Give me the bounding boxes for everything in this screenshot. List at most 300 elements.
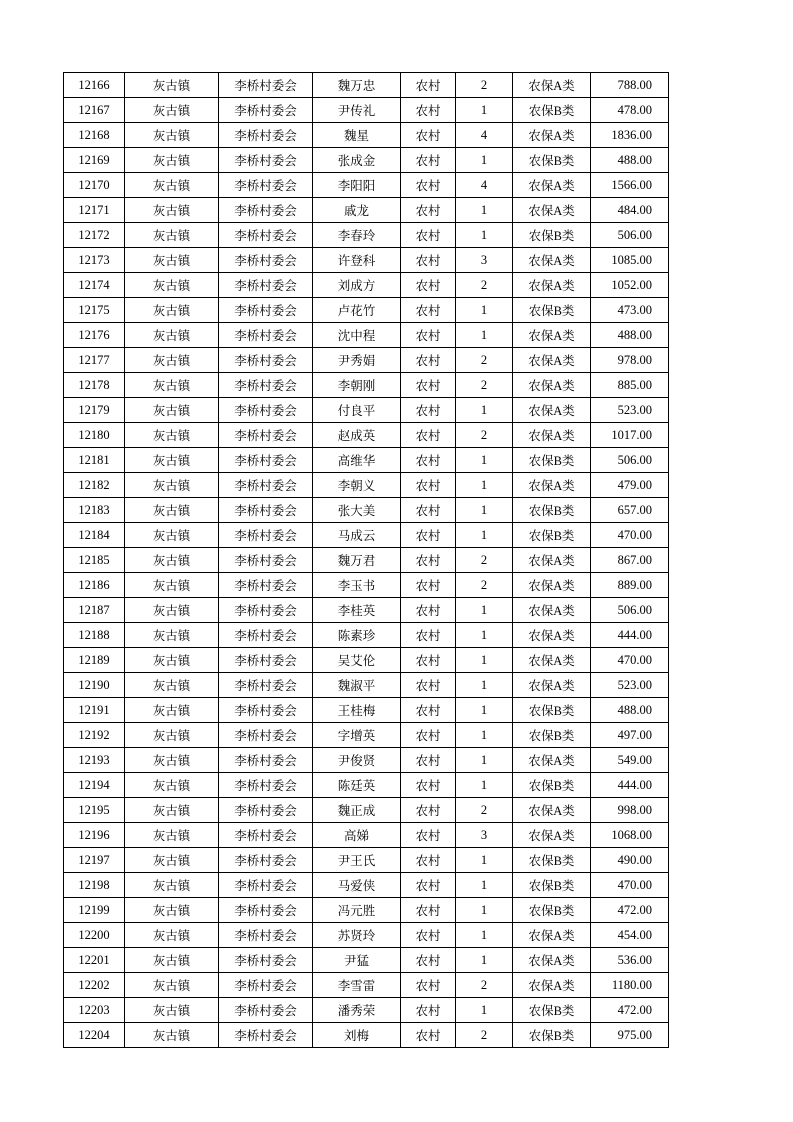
cell-insurance-category: 农保B类: [513, 448, 591, 473]
cell-village: 李桥村委会: [219, 873, 313, 898]
cell-amount: 472.00: [591, 998, 669, 1023]
cell-id: 12178: [64, 373, 125, 398]
cell-village: 李桥村委会: [219, 523, 313, 548]
cell-name: 尹传礼: [313, 98, 401, 123]
cell-id: 12193: [64, 748, 125, 773]
cell-town: 灰古镇: [125, 273, 219, 298]
cell-residence-type: 农村: [401, 298, 456, 323]
table-row: [64, 898, 669, 923]
cell-name: 马成云: [313, 523, 401, 548]
cell-amount: 978.00: [591, 348, 669, 373]
cell-name: 许登科: [313, 248, 401, 273]
cell-village: 李桥村委会: [219, 498, 313, 523]
cell-residence-type: 农村: [401, 173, 456, 198]
cell-amount: 479.00: [591, 473, 669, 498]
cell-town: 灰古镇: [125, 248, 219, 273]
cell-town: 灰古镇: [125, 948, 219, 973]
cell-person-count: 1: [456, 148, 513, 173]
cell-name: 李春玲: [313, 223, 401, 248]
cell-id: 12197: [64, 848, 125, 873]
cell-name: 魏星: [313, 123, 401, 148]
cell-residence-type: 农村: [401, 748, 456, 773]
cell-village: 李桥村委会: [219, 723, 313, 748]
cell-insurance-category: 农保B类: [513, 848, 591, 873]
table-row: [64, 1023, 669, 1048]
cell-insurance-category: 农保A类: [513, 248, 591, 273]
cell-insurance-category: 农保B类: [513, 498, 591, 523]
cell-person-count: 2: [456, 423, 513, 448]
cell-person-count: 1: [456, 848, 513, 873]
cell-amount: 523.00: [591, 398, 669, 423]
cell-id: 12184: [64, 523, 125, 548]
cell-village: 李桥村委会: [219, 98, 313, 123]
cell-name: 张大美: [313, 498, 401, 523]
cell-residence-type: 农村: [401, 523, 456, 548]
cell-amount: 788.00: [591, 73, 669, 98]
table-row: [64, 523, 669, 548]
cell-town: 灰古镇: [125, 648, 219, 673]
cell-id: 12194: [64, 773, 125, 798]
cell-person-count: 2: [456, 573, 513, 598]
table-row: [64, 823, 669, 848]
cell-amount: 497.00: [591, 723, 669, 748]
cell-person-count: 2: [456, 548, 513, 573]
cell-town: 灰古镇: [125, 73, 219, 98]
cell-amount: 454.00: [591, 923, 669, 948]
cell-town: 灰古镇: [125, 223, 219, 248]
cell-name: 李雪雷: [313, 973, 401, 998]
cell-town: 灰古镇: [125, 823, 219, 848]
cell-town: 灰古镇: [125, 548, 219, 573]
cell-name: 高维华: [313, 448, 401, 473]
cell-town: 灰古镇: [125, 348, 219, 373]
cell-amount: 470.00: [591, 648, 669, 673]
cell-town: 灰古镇: [125, 523, 219, 548]
cell-residence-type: 农村: [401, 273, 456, 298]
cell-insurance-category: 农保A类: [513, 548, 591, 573]
cell-id: 12199: [64, 898, 125, 923]
cell-person-count: 1: [456, 773, 513, 798]
cell-name: 魏万忠: [313, 73, 401, 98]
cell-amount: 998.00: [591, 798, 669, 823]
cell-person-count: 2: [456, 373, 513, 398]
cell-id: 12179: [64, 398, 125, 423]
table-row: [64, 198, 669, 223]
pension-roster-table: [63, 72, 669, 1048]
cell-village: 李桥村委会: [219, 598, 313, 623]
cell-residence-type: 农村: [401, 973, 456, 998]
cell-name: 张成金: [313, 148, 401, 173]
cell-village: 李桥村委会: [219, 398, 313, 423]
cell-village: 李桥村委会: [219, 1023, 313, 1048]
cell-village: 李桥村委会: [219, 223, 313, 248]
cell-town: 灰古镇: [125, 723, 219, 748]
cell-person-count: 3: [456, 823, 513, 848]
cell-name: 马爱侠: [313, 873, 401, 898]
cell-town: 灰古镇: [125, 598, 219, 623]
cell-residence-type: 农村: [401, 898, 456, 923]
table-row: [64, 173, 669, 198]
cell-id: 12166: [64, 73, 125, 98]
cell-insurance-category: 农保A类: [513, 573, 591, 598]
cell-id: 12167: [64, 98, 125, 123]
cell-person-count: 1: [456, 198, 513, 223]
cell-name: 沈中程: [313, 323, 401, 348]
cell-insurance-category: 农保A类: [513, 923, 591, 948]
cell-insurance-category: 农保A类: [513, 398, 591, 423]
cell-residence-type: 农村: [401, 423, 456, 448]
cell-amount: 657.00: [591, 498, 669, 523]
cell-village: 李桥村委会: [219, 773, 313, 798]
cell-id: 12172: [64, 223, 125, 248]
cell-residence-type: 农村: [401, 998, 456, 1023]
table-row: [64, 748, 669, 773]
cell-town: 灰古镇: [125, 98, 219, 123]
cell-amount: 549.00: [591, 748, 669, 773]
cell-residence-type: 农村: [401, 623, 456, 648]
cell-residence-type: 农村: [401, 223, 456, 248]
cell-residence-type: 农村: [401, 648, 456, 673]
cell-insurance-category: 农保A类: [513, 73, 591, 98]
cell-name: 刘梅: [313, 1023, 401, 1048]
table-row: [64, 423, 669, 448]
cell-village: 李桥村委会: [219, 748, 313, 773]
cell-amount: 506.00: [591, 598, 669, 623]
cell-id: 12195: [64, 798, 125, 823]
document-page: [63, 72, 669, 1048]
cell-residence-type: 农村: [401, 798, 456, 823]
cell-residence-type: 农村: [401, 473, 456, 498]
table-row: [64, 373, 669, 398]
cell-id: 12171: [64, 198, 125, 223]
cell-name: 王桂梅: [313, 698, 401, 723]
cell-name: 陈素珍: [313, 623, 401, 648]
cell-person-count: 1: [456, 398, 513, 423]
cell-residence-type: 农村: [401, 823, 456, 848]
cell-insurance-category: 农保B类: [513, 773, 591, 798]
cell-town: 灰古镇: [125, 973, 219, 998]
cell-village: 李桥村委会: [219, 948, 313, 973]
cell-amount: 470.00: [591, 523, 669, 548]
table-row: [64, 848, 669, 873]
cell-amount: 1052.00: [591, 273, 669, 298]
cell-insurance-category: 农保A类: [513, 273, 591, 298]
cell-id: 12202: [64, 973, 125, 998]
cell-person-count: 2: [456, 273, 513, 298]
cell-id: 12192: [64, 723, 125, 748]
cell-person-count: 2: [456, 73, 513, 98]
cell-residence-type: 农村: [401, 98, 456, 123]
cell-insurance-category: 农保B类: [513, 998, 591, 1023]
cell-id: 12175: [64, 298, 125, 323]
table-row: [64, 473, 669, 498]
table-row: [64, 348, 669, 373]
cell-amount: 523.00: [591, 673, 669, 698]
cell-amount: 885.00: [591, 373, 669, 398]
cell-village: 李桥村委会: [219, 73, 313, 98]
cell-town: 灰古镇: [125, 198, 219, 223]
cell-insurance-category: 农保B类: [513, 898, 591, 923]
cell-town: 灰古镇: [125, 898, 219, 923]
cell-town: 灰古镇: [125, 623, 219, 648]
cell-insurance-category: 农保A类: [513, 173, 591, 198]
cell-village: 李桥村委会: [219, 448, 313, 473]
table-row: [64, 273, 669, 298]
table-row: [64, 123, 669, 148]
cell-id: 12187: [64, 598, 125, 623]
cell-person-count: 1: [456, 323, 513, 348]
cell-insurance-category: 农保A类: [513, 673, 591, 698]
cell-name: 字增英: [313, 723, 401, 748]
cell-town: 灰古镇: [125, 423, 219, 448]
cell-person-count: 1: [456, 448, 513, 473]
cell-residence-type: 农村: [401, 873, 456, 898]
cell-residence-type: 农村: [401, 548, 456, 573]
cell-town: 灰古镇: [125, 498, 219, 523]
cell-insurance-category: 农保B类: [513, 148, 591, 173]
cell-name: 赵成英: [313, 423, 401, 448]
cell-village: 李桥村委会: [219, 698, 313, 723]
cell-town: 灰古镇: [125, 698, 219, 723]
table-row: [64, 223, 669, 248]
cell-id: 12201: [64, 948, 125, 973]
cell-id: 12203: [64, 998, 125, 1023]
cell-insurance-category: 农保A类: [513, 823, 591, 848]
cell-town: 灰古镇: [125, 873, 219, 898]
cell-insurance-category: 农保A类: [513, 373, 591, 398]
cell-town: 灰古镇: [125, 298, 219, 323]
cell-village: 李桥村委会: [219, 298, 313, 323]
table-row: [64, 573, 669, 598]
cell-town: 灰古镇: [125, 373, 219, 398]
cell-amount: 536.00: [591, 948, 669, 973]
cell-name: 尹俊贤: [313, 748, 401, 773]
table-row: [64, 873, 669, 898]
table-row: [64, 598, 669, 623]
cell-town: 灰古镇: [125, 473, 219, 498]
cell-insurance-category: 农保A类: [513, 798, 591, 823]
table-row: [64, 923, 669, 948]
cell-id: 12189: [64, 648, 125, 673]
cell-amount: 470.00: [591, 873, 669, 898]
cell-person-count: 2: [456, 348, 513, 373]
cell-id: 12198: [64, 873, 125, 898]
cell-name: 李朝刚: [313, 373, 401, 398]
cell-amount: 1566.00: [591, 173, 669, 198]
cell-village: 李桥村委会: [219, 548, 313, 573]
cell-name: 魏淑平: [313, 673, 401, 698]
cell-amount: 1085.00: [591, 248, 669, 273]
table-row: [64, 323, 669, 348]
table-row: [64, 623, 669, 648]
cell-name: 冯元胜: [313, 898, 401, 923]
cell-amount: 444.00: [591, 623, 669, 648]
cell-person-count: 1: [456, 873, 513, 898]
cell-id: 12174: [64, 273, 125, 298]
cell-amount: 473.00: [591, 298, 669, 323]
cell-name: 卢花竹: [313, 298, 401, 323]
cell-residence-type: 农村: [401, 498, 456, 523]
cell-id: 12170: [64, 173, 125, 198]
cell-name: 李桂英: [313, 598, 401, 623]
cell-id: 12182: [64, 473, 125, 498]
table-row: [64, 448, 669, 473]
cell-village: 李桥村委会: [219, 373, 313, 398]
cell-name: 苏贤玲: [313, 923, 401, 948]
cell-village: 李桥村委会: [219, 148, 313, 173]
cell-amount: 478.00: [591, 98, 669, 123]
cell-town: 灰古镇: [125, 573, 219, 598]
cell-village: 李桥村委会: [219, 623, 313, 648]
cell-village: 李桥村委会: [219, 923, 313, 948]
cell-name: 尹猛: [313, 948, 401, 973]
cell-village: 李桥村委会: [219, 798, 313, 823]
cell-id: 12176: [64, 323, 125, 348]
cell-person-count: 2: [456, 973, 513, 998]
cell-id: 12173: [64, 248, 125, 273]
cell-residence-type: 农村: [401, 573, 456, 598]
cell-insurance-category: 农保A类: [513, 123, 591, 148]
cell-residence-type: 农村: [401, 923, 456, 948]
table-row: [64, 798, 669, 823]
cell-person-count: 1: [456, 648, 513, 673]
cell-insurance-category: 农保B类: [513, 873, 591, 898]
cell-insurance-category: 农保B类: [513, 523, 591, 548]
table-row: [64, 773, 669, 798]
cell-residence-type: 农村: [401, 1023, 456, 1048]
cell-amount: 1017.00: [591, 423, 669, 448]
cell-id: 12183: [64, 498, 125, 523]
cell-village: 李桥村委会: [219, 198, 313, 223]
cell-residence-type: 农村: [401, 773, 456, 798]
cell-person-count: 3: [456, 248, 513, 273]
cell-name: 李阳阳: [313, 173, 401, 198]
cell-village: 李桥村委会: [219, 898, 313, 923]
cell-person-count: 1: [456, 98, 513, 123]
cell-insurance-category: 农保A类: [513, 473, 591, 498]
cell-village: 李桥村委会: [219, 248, 313, 273]
cell-town: 灰古镇: [125, 398, 219, 423]
cell-village: 李桥村委会: [219, 998, 313, 1023]
cell-insurance-category: 农保B类: [513, 1023, 591, 1048]
cell-name: 魏万君: [313, 548, 401, 573]
cell-town: 灰古镇: [125, 1023, 219, 1048]
cell-insurance-category: 农保A类: [513, 323, 591, 348]
cell-amount: 488.00: [591, 698, 669, 723]
cell-residence-type: 农村: [401, 248, 456, 273]
cell-residence-type: 农村: [401, 398, 456, 423]
cell-name: 潘秀荣: [313, 998, 401, 1023]
cell-person-count: 1: [456, 298, 513, 323]
cell-town: 灰古镇: [125, 848, 219, 873]
cell-person-count: 1: [456, 473, 513, 498]
table-row: [64, 673, 669, 698]
cell-insurance-category: 农保B类: [513, 298, 591, 323]
cell-name: 吴艾伦: [313, 648, 401, 673]
cell-residence-type: 农村: [401, 198, 456, 223]
cell-id: 12169: [64, 148, 125, 173]
cell-name: 刘成方: [313, 273, 401, 298]
cell-name: 尹秀娟: [313, 348, 401, 373]
cell-person-count: 1: [456, 598, 513, 623]
cell-amount: 975.00: [591, 1023, 669, 1048]
cell-residence-type: 农村: [401, 323, 456, 348]
cell-name: 高娣: [313, 823, 401, 848]
cell-village: 李桥村委会: [219, 573, 313, 598]
table-row: [64, 973, 669, 998]
table-row: [64, 698, 669, 723]
table-row: [64, 723, 669, 748]
table-row: [64, 148, 669, 173]
cell-town: 灰古镇: [125, 323, 219, 348]
cell-town: 灰古镇: [125, 923, 219, 948]
cell-person-count: 1: [456, 698, 513, 723]
cell-insurance-category: 农保A类: [513, 973, 591, 998]
cell-id: 12168: [64, 123, 125, 148]
cell-village: 李桥村委会: [219, 423, 313, 448]
table-row: [64, 998, 669, 1023]
cell-person-count: 2: [456, 798, 513, 823]
cell-amount: 488.00: [591, 323, 669, 348]
cell-person-count: 1: [456, 723, 513, 748]
cell-residence-type: 农村: [401, 698, 456, 723]
cell-name: 陈廷英: [313, 773, 401, 798]
cell-id: 12177: [64, 348, 125, 373]
table-row: [64, 948, 669, 973]
cell-town: 灰古镇: [125, 123, 219, 148]
cell-village: 李桥村委会: [219, 973, 313, 998]
cell-person-count: 1: [456, 748, 513, 773]
cell-amount: 488.00: [591, 148, 669, 173]
cell-amount: 867.00: [591, 548, 669, 573]
cell-town: 灰古镇: [125, 748, 219, 773]
cell-amount: 490.00: [591, 848, 669, 873]
cell-name: 魏正成: [313, 798, 401, 823]
cell-village: 李桥村委会: [219, 323, 313, 348]
cell-person-count: 1: [456, 498, 513, 523]
cell-amount: 1068.00: [591, 823, 669, 848]
table-row: [64, 548, 669, 573]
cell-village: 李桥村委会: [219, 123, 313, 148]
cell-person-count: 2: [456, 1023, 513, 1048]
cell-person-count: 1: [456, 673, 513, 698]
cell-insurance-category: 农保A类: [513, 598, 591, 623]
cell-village: 李桥村委会: [219, 648, 313, 673]
cell-village: 李桥村委会: [219, 273, 313, 298]
cell-amount: 484.00: [591, 198, 669, 223]
cell-residence-type: 农村: [401, 123, 456, 148]
cell-insurance-category: 农保B类: [513, 98, 591, 123]
cell-insurance-category: 农保B类: [513, 223, 591, 248]
cell-insurance-category: 农保A类: [513, 948, 591, 973]
cell-amount: 472.00: [591, 898, 669, 923]
cell-residence-type: 农村: [401, 948, 456, 973]
cell-town: 灰古镇: [125, 673, 219, 698]
table-row: [64, 398, 669, 423]
cell-person-count: 1: [456, 923, 513, 948]
cell-residence-type: 农村: [401, 448, 456, 473]
cell-person-count: 1: [456, 998, 513, 1023]
cell-name: 李朝义: [313, 473, 401, 498]
cell-residence-type: 农村: [401, 348, 456, 373]
table-row: [64, 248, 669, 273]
cell-town: 灰古镇: [125, 448, 219, 473]
cell-insurance-category: 农保A类: [513, 348, 591, 373]
cell-insurance-category: 农保A类: [513, 423, 591, 448]
cell-insurance-category: 农保A类: [513, 198, 591, 223]
cell-person-count: 1: [456, 948, 513, 973]
cell-residence-type: 农村: [401, 148, 456, 173]
